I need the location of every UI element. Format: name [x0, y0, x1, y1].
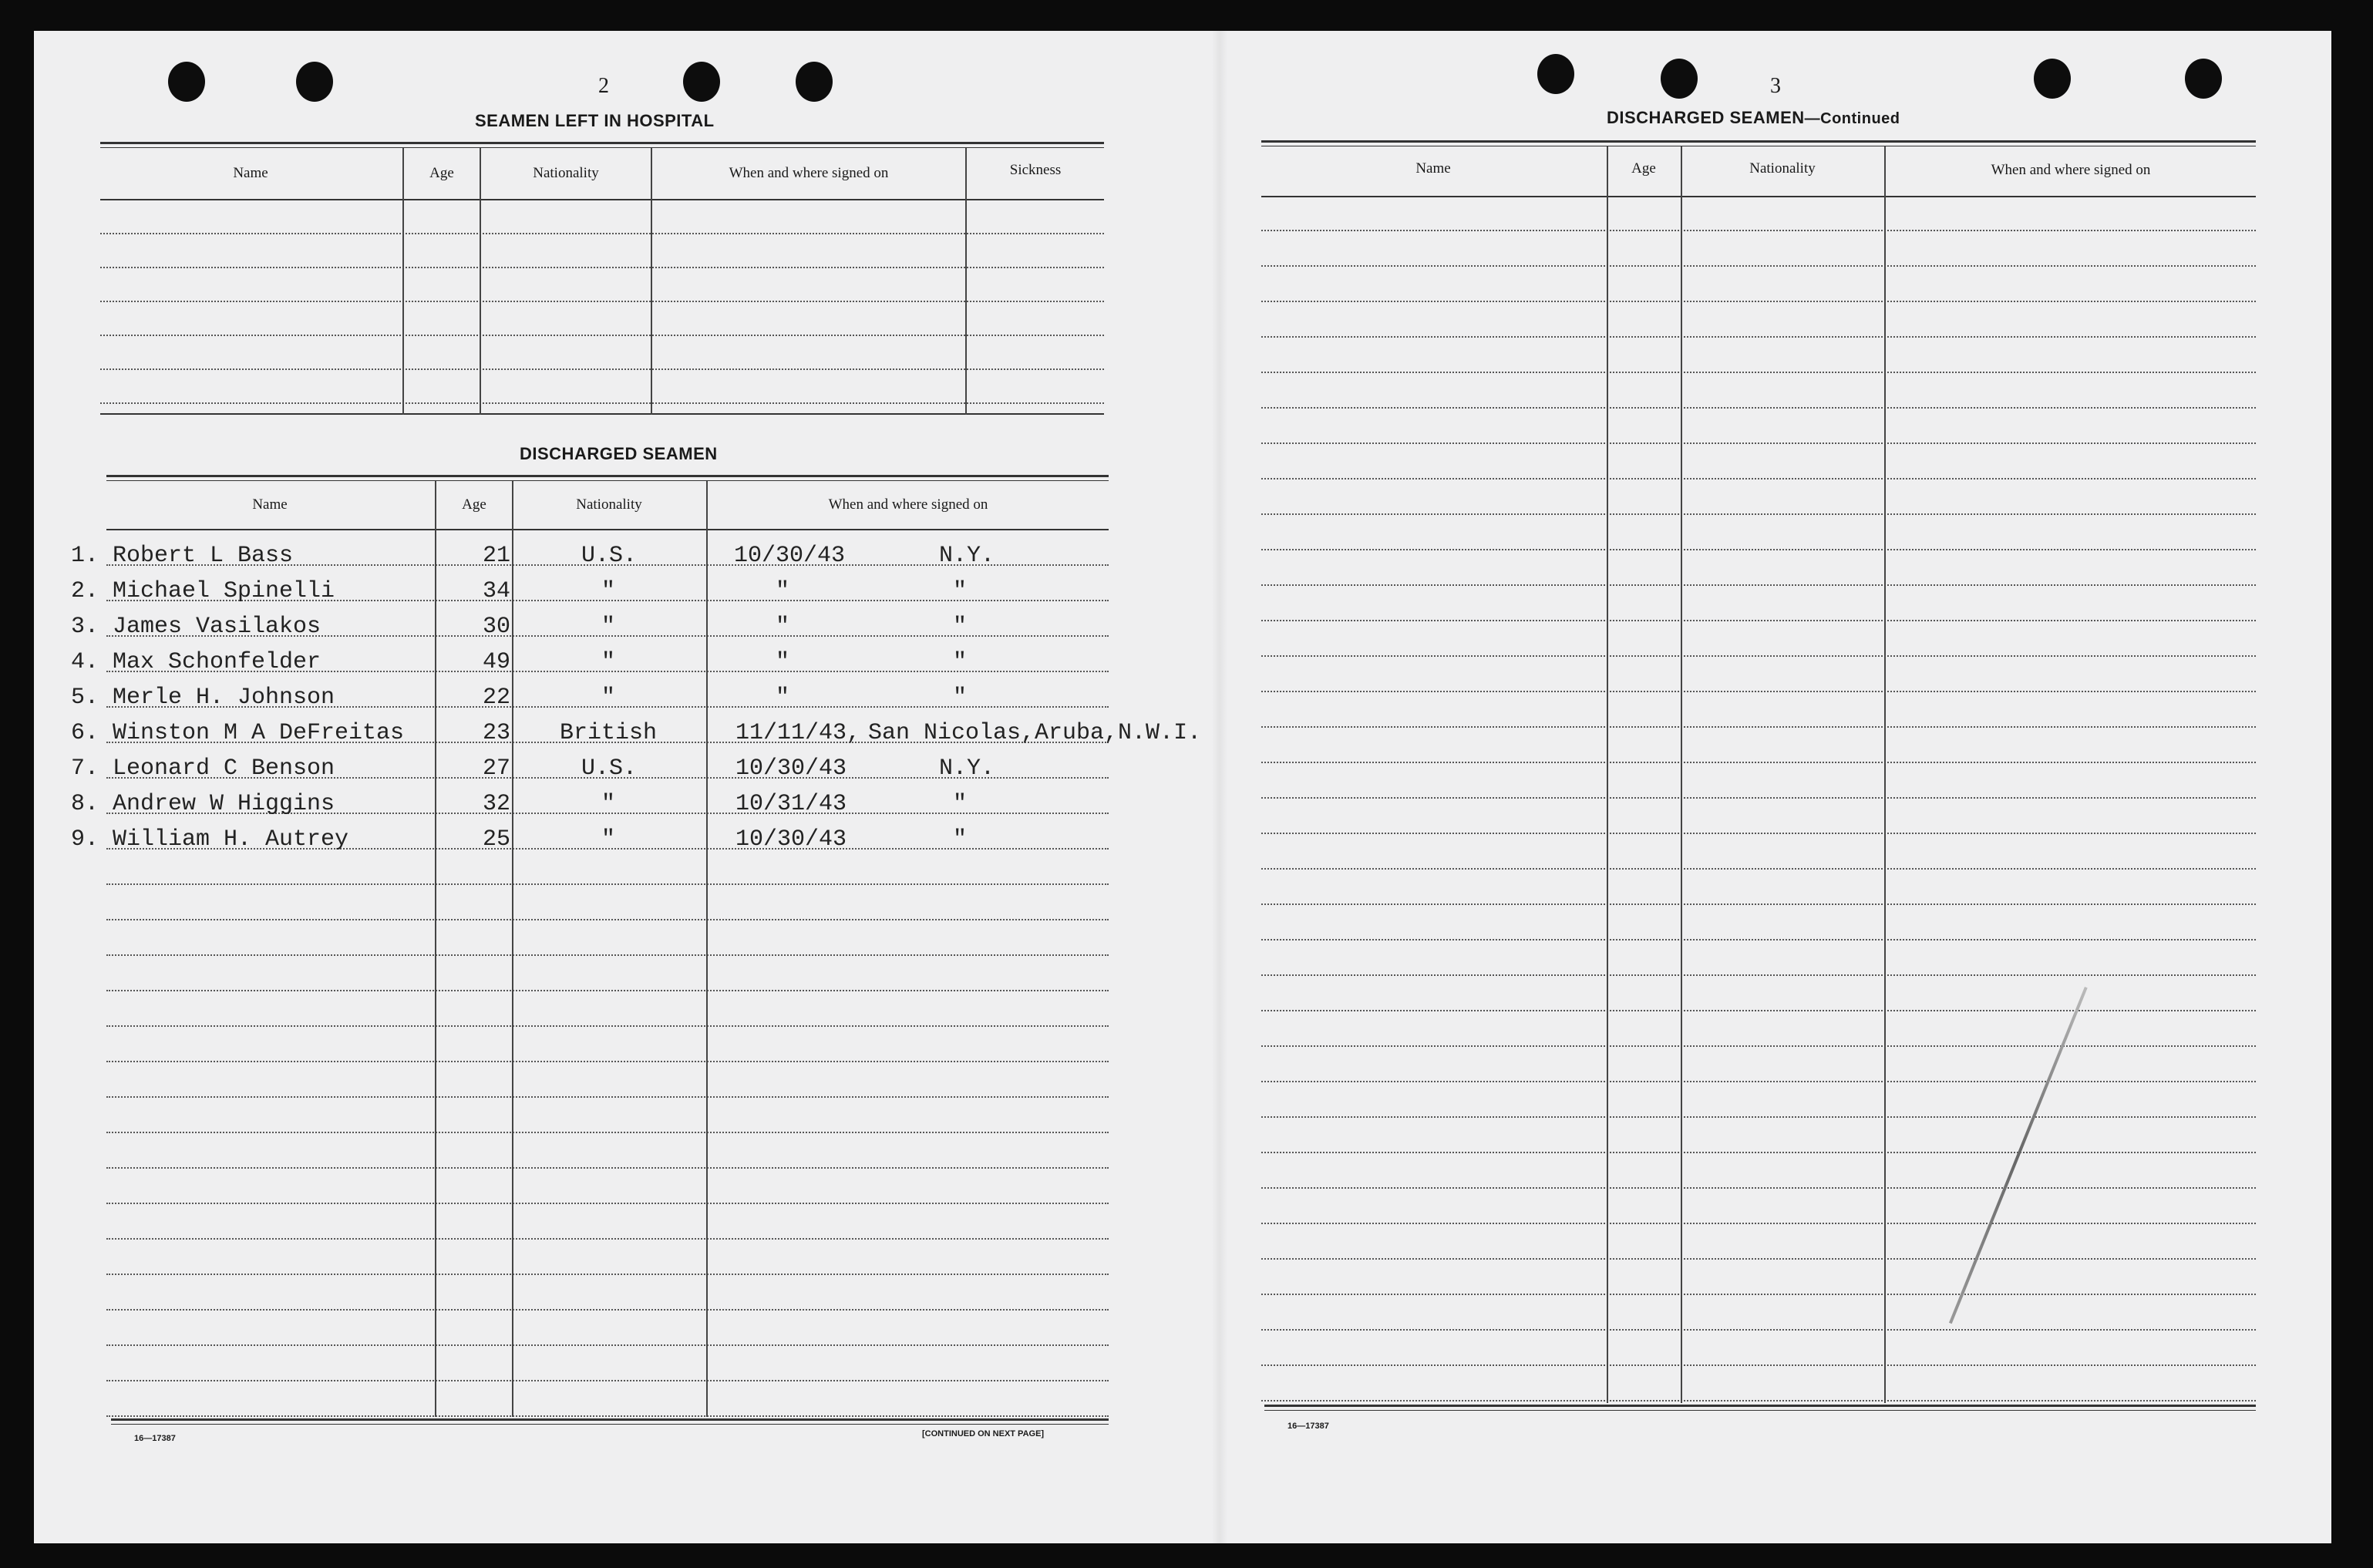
seaman-nationality: U.S. [581, 543, 638, 569]
row-number: 3. [70, 614, 99, 640]
entry-line [1261, 265, 2256, 267]
column-divider [435, 481, 436, 1417]
signed-on-place: " [953, 649, 968, 675]
seaman-age: 21 [483, 543, 511, 569]
seaman-age: 23 [483, 720, 511, 746]
signed-on-place: " [953, 614, 968, 640]
signed-on-place: " [953, 685, 968, 711]
entry-line [1261, 584, 2256, 586]
row-number: 8. [70, 791, 99, 817]
column-header-sickness: Sickness [1009, 162, 1062, 178]
signed-on-date: " [776, 578, 790, 604]
column-header-age: Age [1631, 160, 1656, 177]
entry-line [106, 1274, 1109, 1275]
table-bottom-rule [100, 413, 1104, 415]
entry-line [1261, 301, 2256, 302]
entry-line [106, 1025, 1109, 1027]
form-number: 16—17387 [134, 1434, 176, 1443]
column-header-signed-on: When and where signed on [729, 165, 889, 181]
continued-note: [CONTINUED ON NEXT PAGE] [922, 1429, 1045, 1438]
entry-line [1261, 1152, 2256, 1153]
entry-line [1261, 868, 2256, 870]
entry-line [100, 335, 1104, 336]
signed-on-place: N.Y. [939, 543, 995, 569]
entry-line [1261, 833, 2256, 834]
entry-line [1261, 939, 2256, 940]
entry-line [1261, 1187, 2256, 1189]
entry-line [100, 301, 1104, 302]
entry-line [1261, 1116, 2256, 1118]
title-main: DISCHARGED SEAMEN [1607, 108, 1805, 127]
entry-line [106, 1238, 1109, 1240]
title-suffix: —Continued [1804, 110, 1900, 127]
entry-line [106, 1061, 1109, 1062]
row-number: 7. [70, 755, 99, 782]
document-sheet [34, 31, 2331, 1543]
punch-hole [2185, 59, 2222, 99]
column-header-age: Age [429, 165, 454, 181]
column-header-name: Name [252, 496, 288, 513]
column-divider [402, 148, 404, 415]
entry-line [1261, 762, 2256, 763]
seaman-nationality: U.S. [581, 755, 638, 782]
column-divider [651, 148, 652, 415]
seaman-nationality: " [601, 614, 616, 640]
entry-line [106, 1344, 1109, 1346]
column-divider [1884, 146, 1886, 1403]
entry-line [1261, 1294, 2256, 1295]
entry-line [106, 990, 1109, 991]
seaman-age: 32 [483, 791, 511, 817]
seaman-nationality: " [601, 791, 616, 817]
seaman-name: Michael Spinelli [113, 578, 335, 604]
seaman-age: 30 [483, 614, 511, 640]
seaman-name: William H. Autrey [113, 826, 349, 853]
column-divider [480, 148, 481, 415]
seaman-name: Max Schonfelder [113, 649, 321, 675]
signed-on-date: " [776, 685, 790, 711]
entry-line [1261, 1329, 2256, 1331]
column-divider [706, 481, 708, 1417]
header-bottom-rule [100, 199, 1104, 200]
punch-hole [796, 62, 833, 102]
column-divider [512, 481, 513, 1417]
entry-line [1261, 903, 2256, 905]
entry-line [1261, 726, 2256, 728]
signed-on-place: " [953, 791, 968, 817]
row-number: 1. [70, 543, 99, 569]
punch-hole [168, 62, 205, 102]
signed-on-date: 10/30/43 [735, 826, 847, 853]
entry-line [106, 1380, 1109, 1381]
row-number: 2. [70, 578, 99, 604]
seaman-nationality: " [601, 578, 616, 604]
entry-line [1261, 1045, 2256, 1047]
form-number: 16—17387 [1287, 1422, 1329, 1431]
entry-line [1261, 407, 2256, 409]
entry-line [1261, 1081, 2256, 1082]
signed-on-place: " [953, 826, 968, 853]
column-divider [1681, 146, 1682, 1403]
signed-on-date: 10/30/43 [735, 755, 847, 782]
entry-line [1261, 1400, 2256, 1401]
entry-line [1261, 620, 2256, 621]
seaman-nationality: " [601, 649, 616, 675]
entry-line [1261, 442, 2256, 444]
seaman-name: James Vasilakos [113, 614, 321, 640]
entry-line [106, 1167, 1109, 1169]
entry-line [1261, 549, 2256, 550]
column-header-nationality: Nationality [576, 496, 642, 513]
entry-line [1261, 513, 2256, 515]
entry-line [1261, 1364, 2256, 1366]
entry-line [106, 1309, 1109, 1311]
entry-line [1261, 1223, 2256, 1224]
entry-line [1261, 1010, 2256, 1011]
entry-line [1261, 691, 2256, 692]
punch-hole [1661, 59, 1698, 99]
signed-on-date: " [776, 649, 790, 675]
entry-line [1261, 797, 2256, 799]
entry-line [106, 919, 1109, 920]
discharged-continued-title [1607, 108, 1900, 128]
entry-line [1261, 974, 2256, 976]
hospital-section-title: SEAMEN LEFT IN HOSPITAL [475, 111, 715, 130]
column-header-name: Name [233, 165, 268, 181]
seaman-nationality: " [601, 685, 616, 711]
entry-line [100, 233, 1104, 234]
row-number: 6. [70, 720, 99, 746]
seaman-age: 27 [483, 755, 511, 782]
column-header-signed-on: When and where signed on [1991, 162, 2151, 178]
entry-line [1261, 230, 2256, 231]
seaman-name: Merle H. Johnson [113, 685, 335, 711]
entry-line [106, 1132, 1109, 1133]
punch-hole [1537, 54, 1574, 94]
signed-on-date: 10/31/43 [735, 791, 847, 817]
entry-line [106, 954, 1109, 956]
entry-line [106, 883, 1109, 885]
seaman-name: Andrew W Higgins [113, 791, 335, 817]
table-bottom-rule [111, 1418, 1109, 1425]
entry-line [100, 267, 1104, 268]
entry-line [1261, 372, 2256, 373]
entry-line [1261, 655, 2256, 657]
seaman-age: 49 [483, 649, 511, 675]
table-top-rule [1261, 140, 2256, 146]
punch-hole [683, 62, 720, 102]
column-header-name: Name [1415, 160, 1451, 177]
row-number: 9. [70, 826, 99, 853]
header-bottom-rule [1261, 196, 2256, 197]
table-bottom-rule [1264, 1405, 2256, 1411]
column-divider [1607, 146, 1608, 1403]
signed-on-place: San Nicolas,Aruba,N.W.I. [868, 720, 1202, 746]
seaman-age: 25 [483, 826, 511, 853]
page-number: 2 [598, 74, 609, 98]
table-top-rule [100, 142, 1104, 148]
column-header-age: Age [462, 496, 486, 513]
entry-line [1261, 478, 2256, 479]
row-number: 4. [70, 649, 99, 675]
page-fold [1212, 31, 1227, 1543]
punch-hole [296, 62, 333, 102]
entry-line [106, 1096, 1109, 1098]
column-header-nationality: Nationality [533, 165, 599, 181]
entry-line [1261, 1258, 2256, 1260]
entry-line [106, 1415, 1109, 1417]
column-header-signed-on: When and where signed on [828, 496, 988, 513]
seaman-nationality: " [601, 826, 616, 853]
signed-on-place: N.Y. [939, 755, 995, 782]
page-number: 3 [1770, 74, 1781, 98]
header-bottom-rule [106, 529, 1109, 530]
discharged-section-title: DISCHARGED SEAMEN [520, 444, 718, 463]
table-top-rule [106, 475, 1109, 481]
paper-crease [1949, 987, 2088, 1324]
row-number: 5. [70, 685, 99, 711]
signed-on-date: 11/11/43, [735, 720, 861, 746]
signed-on-date: " [776, 614, 790, 640]
entry-line [106, 1203, 1109, 1204]
column-divider [965, 148, 967, 415]
seaman-age: 22 [483, 685, 511, 711]
entry-line [100, 368, 1104, 370]
entry-line [1261, 336, 2256, 338]
entry-line [100, 402, 1104, 404]
seaman-age: 34 [483, 578, 511, 604]
punch-hole [2034, 59, 2071, 99]
signed-on-date: 10/30/43 [734, 543, 846, 569]
seaman-nationality: British [560, 720, 658, 746]
seaman-name: Winston M A DeFreitas [113, 720, 405, 746]
seaman-name: Leonard C Benson [113, 755, 335, 782]
seaman-name: Robert L Bass [113, 543, 294, 569]
signed-on-place: " [953, 578, 968, 604]
column-header-nationality: Nationality [1749, 160, 1816, 177]
